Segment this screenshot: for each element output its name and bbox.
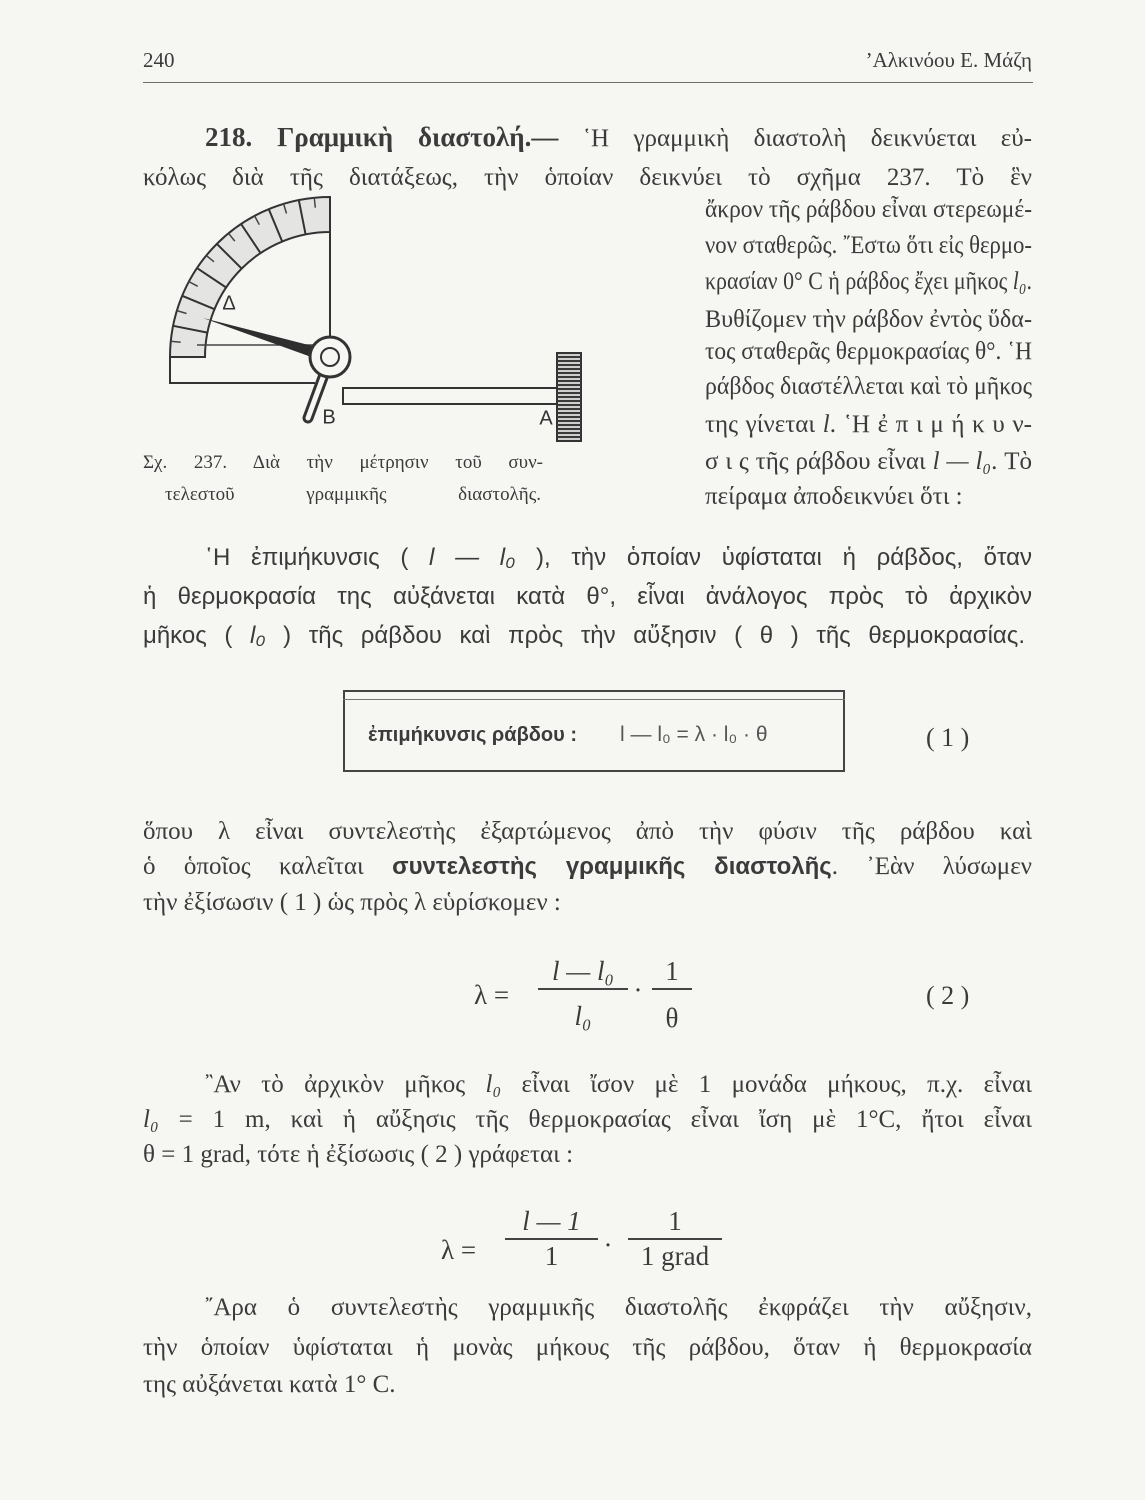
math-symbol: l₀ (1012, 268, 1027, 295)
text-segment: . (1026, 268, 1032, 295)
text-segment: ῎Αρα ὁ συντελεστὴς γραμμικῆς διαστολῆς ἐκφράζει τὴν αὔξησιν, (205, 1294, 1032, 1321)
text-line (143, 852, 1032, 882)
text-segment: σ ι ς τῆς ράβδου εἶναι (705, 448, 933, 475)
text-line (143, 621, 1025, 651)
text-line (705, 337, 1033, 367)
text-segment: ) τῆς ράβδου καὶ πρὸς τὴν αὔξησιν ( θ ) τῆς θερμοκρασίας. (265, 622, 1026, 649)
text-segment: ῾Η ἐπιμήκυνσις ( (205, 544, 430, 571)
math-symbol: l — l₀ (932, 448, 992, 475)
text-segment: θ = 1 grad, τότε ἡ ἐξίσωσις ( 2 ) γράφεται : (143, 1141, 574, 1168)
multiply-dot: · (633, 975, 643, 1005)
text-line (705, 447, 1032, 477)
fraction-denominator: 1 grad (640, 1241, 710, 1271)
text-line (143, 582, 1032, 612)
fraction-numerator: 1 (668, 1206, 682, 1236)
text-segment: ράβδος διαστέλλεται καὶ τὸ μῆκος (705, 373, 1033, 400)
text-segment: της αὐξάνεται κατὰ 1° C. (143, 1371, 396, 1398)
text-line (143, 888, 1032, 918)
math-symbol: l — l₀ (429, 544, 516, 571)
figure-237-apparatus (165, 190, 595, 452)
equation-lhs: λ = (441, 1235, 477, 1265)
clamp-hatching (557, 357, 581, 437)
text-segment: τος σταθερᾶς θερμοκρασίας θ°. ῾Η (705, 338, 1033, 365)
text-segment: . Τὸ (991, 448, 1032, 475)
text-segment: τὴν ὁποίαν ὑφίσταται ἡ μονὰς μήκους τῆς ράβδου, ὅταν ἡ θερμοκρασία (143, 1334, 1032, 1361)
text-line (205, 1070, 1032, 1100)
text-segment: μῆκος ( (143, 622, 251, 649)
page-number: 240 (143, 48, 175, 72)
fraction-bar (652, 988, 692, 990)
text-segment: ἄκρον τῆς ράβδου εἶναι στερεωμέ- (705, 196, 1032, 223)
math-symbol: l (822, 411, 830, 438)
text-line (705, 482, 1032, 512)
text-segment: . ᾿Εὰν λύσωμεν (831, 853, 1032, 880)
text-segment: = 1 m, καὶ ἡ αὔξησις τῆς θερμοκρασίας εἶναι ἴση μὲ 1°C, ἤτοι εἶναι (158, 1106, 1032, 1133)
text-segment: . ῾Η ἐ π ι μ ή κ υ ν- (829, 411, 1033, 438)
text-line (143, 1333, 1032, 1363)
text-line (143, 1370, 1032, 1400)
text-segment: νον σταθερῶς. ῎Εστω ὅτι εἰς θερμο- (705, 232, 1032, 259)
text-line (705, 231, 1032, 261)
equation-number: ( 2 ) (926, 981, 970, 1010)
text-segment: ῍Αν τὸ ἀρχικὸν μῆκος (205, 1071, 486, 1098)
label-delta: Δ (222, 292, 236, 315)
text-line (143, 163, 1032, 193)
text-segment: εἶναι ἴσον μὲ 1 μονάδα μήκους, π.χ. εἶναι (501, 1071, 1032, 1098)
text-segment: τὴν ἐξίσωσιν ( 1 ) ὡς πρὸς λ εὑρίσκομεν : (143, 889, 561, 916)
figure-caption-line: τελεστοῦ γραμμικῆς διαστολῆς. (165, 484, 541, 505)
formula-label: ἐπιμήκυνσις ράβδου : (368, 724, 578, 746)
math-symbol: l₀ (143, 1106, 159, 1133)
multiply-dot: · (603, 1230, 613, 1260)
text-segment: ἡ θερμοκρασία της αὐξάνεται κατὰ θ°, εἶναι ἀνάλογος πρὸς τὸ ἀρχικὸν (143, 583, 1032, 610)
text-line (143, 1105, 1032, 1135)
text-segment: ), τὴν ὁποίαν ὑφίσταται ἡ ράβδος, ὅταν (515, 544, 1032, 571)
fraction-bar (538, 988, 628, 990)
text-segment: ὁ ὁποῖος καλεῖται (143, 853, 393, 880)
equation-lhs: λ = (474, 980, 510, 1010)
text-line (705, 372, 1033, 402)
label-a: A (539, 407, 553, 430)
label-b: B (322, 406, 336, 429)
fraction-numerator: l — l₀ (552, 956, 614, 986)
text-line (143, 1140, 1032, 1170)
fraction-numerator: l — 1 (522, 1206, 581, 1236)
math-symbol: l₀ (250, 622, 266, 649)
text-line (705, 410, 1032, 440)
text-segment: πείραμα ἀποδεικνύει ὅτι : (705, 483, 963, 510)
rod (343, 388, 557, 404)
text-line (705, 195, 1032, 225)
figure-caption-line: Σχ. 237. Διὰ τὴν μέτρησιν τοῦ συν- (143, 452, 543, 473)
fraction-denominator: l₀ (574, 1001, 592, 1031)
math-symbol: l₀ (485, 1071, 502, 1098)
bold-term: συντελεστὴς γραμμικῆς διαστολῆς (392, 853, 832, 880)
scale-base (170, 357, 315, 383)
equation-number: ( 1 ) (926, 723, 970, 752)
text-segment: Βυθίζομεν τὴν ράβδον ἐντὸς ὕδα- (705, 306, 1032, 333)
formula-box-rule (343, 699, 845, 700)
text-segment: ὅπου λ εἶναι συντελεστὴς ἐξαρτώμενος ἀπὸ τὴν φύσιν τῆς ράβδου καὶ (143, 818, 1032, 845)
text-line (205, 543, 1032, 573)
pivot-inner (321, 348, 339, 366)
running-title: ’Αλκινόου Ε. Μάζη (865, 48, 1032, 72)
fraction-denominator: 1 (544, 1241, 559, 1271)
text-line (205, 122, 1032, 152)
text-segment: κόλως διὰ τῆς διατάξεως, τὴν ὁποίαν δεικνύει τὸ σχῆμα 237. Τὸ ἓν (143, 164, 1032, 191)
section-heading: 218. Γραμμικὴ διαστολή.— (205, 122, 559, 152)
text-segment: κρασίαν 0° C ἡ ράβδος ἔχει μῆκος (705, 268, 1013, 295)
text-line (705, 305, 1032, 335)
formula-expression: l — l₀ = λ · l₀ · θ (620, 723, 768, 746)
text-segment: ῾Η γραμμικὴ διαστολὴ δεικνύεται εὐ- (558, 125, 1033, 152)
text-line (705, 267, 1032, 297)
header-rule (143, 82, 1033, 83)
fraction-numerator: 1 (665, 956, 679, 986)
text-segment: της γίνεται (705, 411, 823, 438)
text-line (143, 817, 1032, 847)
fraction-denominator: θ (665, 1003, 679, 1033)
text-line (205, 1293, 1032, 1323)
